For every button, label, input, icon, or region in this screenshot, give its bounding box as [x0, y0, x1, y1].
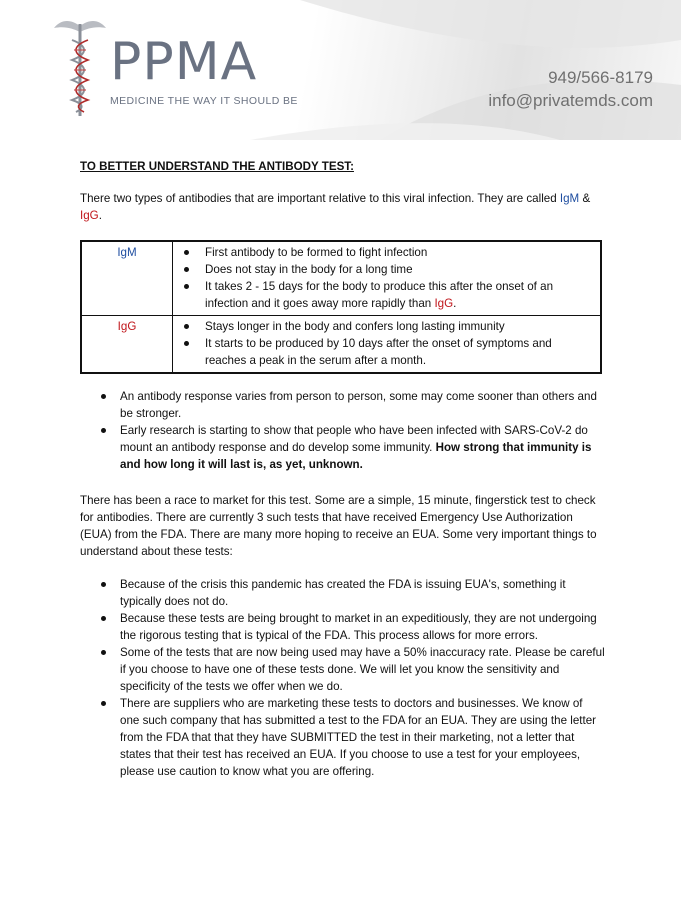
letterhead — [0, 0, 681, 140]
caduceus-logo-icon — [52, 16, 108, 120]
table-row-igm — [81, 241, 601, 316]
body-paragraph: There has been a race to market for this test. Some are a simple, 15 minute, fingerstick test to check for antibodies. There are currently 3 such tests that have received Emergency Use Authorization (EUA) from the FDA. There are many more hoping to receive an EUA. Some very important things to understand about these tests: — [80, 494, 597, 558]
bullet-list-1 — [80, 388, 605, 473]
logo-tagline: MEDICINE THE WAY IT SHOULD BE — [110, 95, 298, 107]
igg-term: IgG — [80, 209, 99, 222]
email-address: info@privatemds.com — [488, 91, 653, 110]
list-item: Because these tests are being brought to market in an expeditiously, they are not undergoing the rigorous testing that is typical of the FDA. This process allows for more errors. — [120, 610, 605, 644]
list-item: First antibody to be formed to fight infection — [205, 244, 596, 261]
list-item: There are suppliers who are marketing these tests to doctors and businesses. We know of one such company that has submitted a test to the FDA for an EUA. They are using the letter from the FDA that that they have SUBMITTED the test in their marketing, not a letter that states that their test has received an EUA. If you choose to use a test for your employees, please use caution to know what you are offering. — [120, 695, 605, 780]
bold-statement: How strong that immunity is and how long it will last is, as yet, unknown. — [120, 441, 592, 471]
list-item: Because of the crisis this pandemic has created the FDA is issuing EUA's, something it typically does not do. — [120, 576, 605, 610]
document-body — [80, 158, 605, 780]
igg-cell: IgG — [81, 316, 173, 374]
table-row-igg — [81, 316, 601, 374]
list-item: Does not stay in the body for a long time — [205, 261, 596, 278]
antibody-table — [80, 240, 602, 374]
contact-block — [488, 66, 653, 112]
list-item: It takes 2 - 15 days for the body to produce this after the onset of an infection and it goes away more rapidly than IgG. — [205, 278, 596, 312]
list-item: Some of the tests that are now being used may have a 50% inaccuracy rate. Please be careful if you choose to have one of these tests done. We will let you know the sensitivity and specificity of the tests we offer when we do. — [120, 646, 605, 693]
section-heading: TO BETTER UNDERSTAND THE ANTIBODY TEST: — [80, 160, 354, 173]
igg-details — [173, 316, 602, 374]
igm-details — [173, 241, 602, 316]
igm-term: IgM — [559, 192, 580, 205]
phone-number: 949/566-8179 — [548, 68, 653, 87]
igm-cell: IgM — [81, 241, 173, 316]
list-item: It starts to be produced by 10 days after the onset of symptoms and reaches a peak in the serum after a month. — [205, 335, 596, 369]
list-item: Stays longer in the body and confers long lasting immunity — [205, 318, 596, 335]
bullet-list-2 — [80, 576, 605, 780]
list-item: Early research is starting to show that people who have been infected with SARS-CoV-2 do mount an antibody response and do develop some immunity. How strong that immunity is and how long it will last is, as yet, unknown. — [120, 422, 605, 473]
igg-term: IgG — [434, 297, 454, 310]
intro-paragraph: There two types of antibodies that are important relative to this viral infection. They are called IgM & IgG. — [80, 192, 591, 222]
logo-wordmark: PPMA — [110, 32, 258, 92]
list-item: An antibody response varies from person to person, some may come sooner than others and be stronger. — [120, 388, 605, 422]
